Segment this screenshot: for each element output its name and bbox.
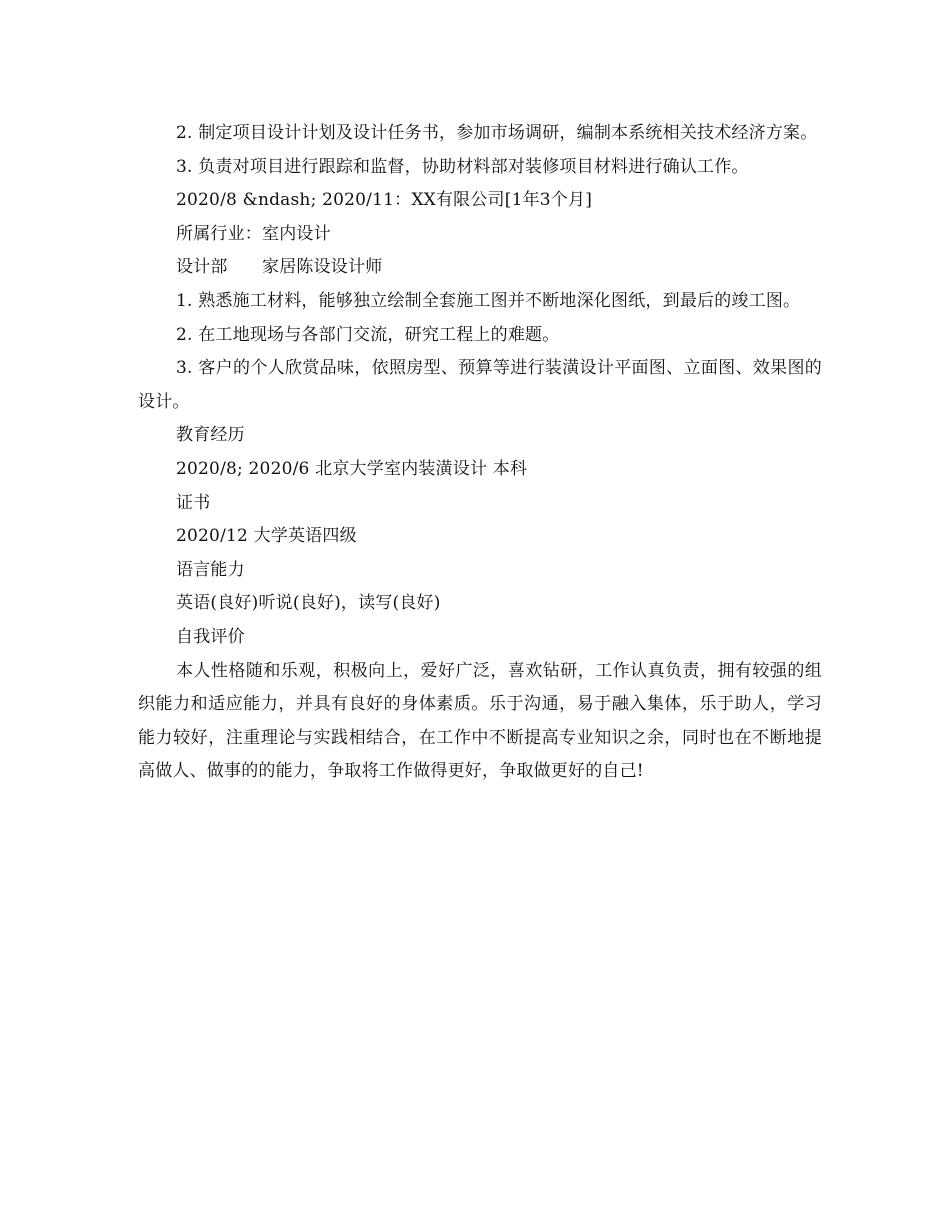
certificate-entry: 2020/12 大学英语四级 bbox=[176, 526, 357, 547]
section-heading-language: 语言能力 bbox=[176, 559, 245, 580]
self-evaluation-text: 本人性格随和乐观，积极向上，爱好广泛，喜欢钻研，工作认真负责，拥有较强的组织能力和适应能力，并具有良好的身体素质。乐于沟通，易于融入集体，乐于助人，学习能力较好，注重理论与实践相结合，在工作中不断提高专业知识之余，同时也在不断地提高做人、做事的的能力，争取将工作做得更好，争取做更好的自己! bbox=[138, 660, 822, 782]
language-entry: 英语(良好)听说(良好)，读写(良好) bbox=[176, 593, 441, 614]
section-heading-self-evaluation: 自我评价 bbox=[176, 626, 245, 647]
responsibility-item-3: 3. 负责对项目进行跟踪和监督，协助材料部对装修项目材料进行确认工作。 bbox=[176, 156, 749, 177]
job-duty-1: 1. 熟悉施工材料，能够独立绘制全套施工图并不断地深化图纸，到最后的竣工图。 bbox=[176, 290, 801, 311]
job-duty-2: 2. 在工地现场与各部门交流，研究工程上的难题。 bbox=[176, 324, 560, 345]
section-heading-education: 教育经历 bbox=[176, 425, 245, 446]
job-industry: 所属行业：室内设计 bbox=[176, 223, 331, 244]
education-entry: 2020/8; 2020/6 北京大学室内装潢设计 本科 bbox=[176, 458, 528, 479]
document-body bbox=[138, 117, 822, 789]
job-period: 2020/8 &ndash; 2020/11：XX有限公司[1年3个月] bbox=[176, 190, 593, 211]
job-duty-3: 3. 客户的个人欣赏品味，依照房型、预算等进行装潢设计平面图、立面图、效果图的设计。 bbox=[138, 358, 822, 412]
responsibility-item-2: 2. 制定项目设计计划及设计任务书，参加市场调研，编制本系统相关技术经济方案。 bbox=[176, 123, 818, 143]
section-heading-certificates: 证书 bbox=[176, 492, 211, 513]
job-position: 设计部 家居陈设设计师 bbox=[176, 257, 383, 278]
